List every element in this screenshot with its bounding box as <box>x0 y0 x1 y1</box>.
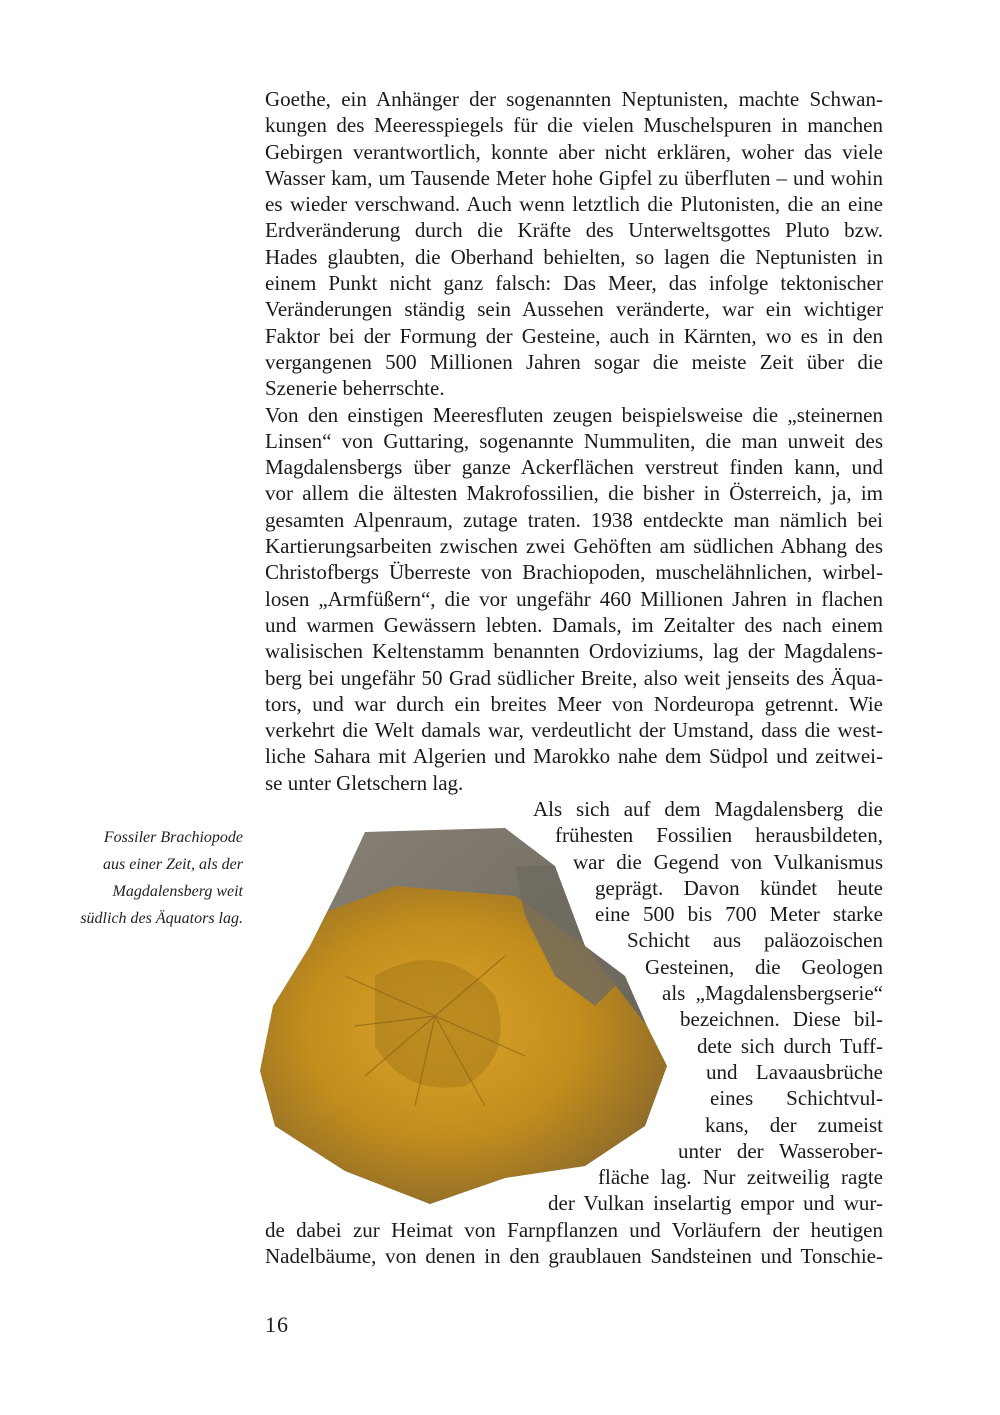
text-line: se unter Gletschern lag. <box>265 770 464 795</box>
text-line: Gesteinen, die Geologen <box>645 954 883 979</box>
text-line: Kartierungsarbeiten zwischen zwei Gehöften am südlichen Abhang des <box>265 534 883 559</box>
text-line: kans, der zumeist <box>705 1112 883 1137</box>
caption-line: aus einer Zeit, als der <box>103 856 243 873</box>
text-line: Goethe, ein Anhänger der sogenannten Neptunisten, machte Schwan- <box>265 87 883 111</box>
text-line: liche Sahara mit Algerien und Marokko nahe dem Südpol und zeitwei- <box>265 744 883 769</box>
text-line: eine 500 bis 700 Meter starke <box>595 902 883 927</box>
text-line: und warmen Gewässern lebten. Damals, im Zeitalter des nach einem <box>265 612 883 637</box>
text-line: Nadelbäume, von denen in den graublauen Sandsteinen und Tonschie- <box>265 1244 883 1269</box>
page-number: 16 <box>265 1312 289 1337</box>
text-line: unter der Wasserober- <box>678 1138 883 1163</box>
text-line: bezeichnen. Diese bil- <box>680 1007 883 1032</box>
text-line: dete sich durch Tuff- <box>697 1033 883 1058</box>
figure-caption <box>50 824 243 932</box>
text-line: einem Punkt nicht ganz falsch: Das Meer, das infolge tektonischer <box>265 271 883 296</box>
text-line: war die Gegend von Vulkanismus <box>573 849 883 874</box>
text-line: de dabei zur Heimat von Farnpflanzen und Vorläufern der heutigen <box>265 1217 883 1242</box>
text-line: als „Magdalensbergserie“ <box>662 981 883 1006</box>
text-line: vergangenen 500 Millionen Jahren sogar die meiste Zeit über die <box>265 349 883 374</box>
text-line: Erdveränderung durch die Kräfte des Unterweltsgottes Pluto bzw. <box>265 218 883 243</box>
text-line: Veränderungen ständig sein Aussehen veränderte, war ein wichtiger <box>265 297 883 322</box>
text-line: der Vulkan inselartig empor und wur- <box>548 1191 883 1216</box>
text-line: kungen des Meeresspiegels für die vielen Muschelspuren in manchen <box>265 113 883 138</box>
text-line: tors, und war durch ein breites Meer von Nordeuropa getrennt. Wie <box>265 691 883 716</box>
text-line: Hades glaubten, die Oberhand behielten, so lagen die Neptunisten in <box>265 244 883 269</box>
text-line: es wieder verschwand. Auch wenn letztlich die Plutonisten, die an eine <box>265 192 883 217</box>
caption-line: südlich des Äquators lag. <box>80 910 243 927</box>
text-line: geprägt. Davon kündet heute <box>595 875 883 900</box>
caption-line: Fossiler Brachiopode <box>103 829 243 846</box>
text-line: gesamten Alpenraum, zutage traten. 1938 entdeckte man nämlich bei <box>265 507 883 532</box>
caption-line: Magdalensberg weit <box>112 883 243 900</box>
text-line: walisischen Keltenstamm benannten Ordoviziums, lag der Magdalens- <box>265 639 883 664</box>
body-text-wrapped <box>265 796 883 1269</box>
text-line: fläche lag. Nur zeitweilig ragte <box>598 1165 883 1190</box>
body-text-top <box>265 86 883 796</box>
text-line: eines Schichtvul- <box>710 1086 883 1111</box>
text-line: berg bei ungefähr 50 Grad südlicher Breite, also weit jenseits des Äqua- <box>265 665 883 690</box>
text-line: Von den einstigen Meeresfluten zeugen beispielsweise die „steinernen <box>265 402 883 427</box>
text-line: frühesten Fossilien herausbildeten, <box>555 823 883 848</box>
text-line: Als sich auf dem Magdalensberg die <box>533 797 883 821</box>
text-line: und Lavaausbrüche <box>706 1059 883 1084</box>
text-line: Linsen“ von Guttaring, sogenannte Nummuliten, die man unweit des <box>265 428 883 453</box>
text-line: vor allem die ältesten Makrofossilien, die bisher in Österreich, ja, im <box>265 481 883 506</box>
text-line: Wasser kam, um Tausende Meter hohe Gipfel zu überfluten – und wohin <box>265 165 883 190</box>
text-line: Christofbergs Überreste von Brachiopoden, muschelähnlichen, wirbel- <box>265 560 883 585</box>
text-line: losen „Armfüßern“, die vor ungefähr 460 Millionen Jahren in flachen <box>265 586 883 611</box>
text-line: Magdalensbergs über ganze Ackerflächen verstreut finden kann, und <box>265 455 883 480</box>
text-line: Gebirgen verantwortlich, konnte aber nicht erklären, woher das viele <box>265 139 883 164</box>
text-line: verkehrt die Welt damals war, verdeutlicht der Umstand, dass die west- <box>265 718 883 743</box>
text-line: Schicht aus paläozoischen <box>627 928 883 953</box>
text-line: Faktor bei der Formung der Gesteine, auch in Kärnten, wo es in den <box>265 323 883 348</box>
text-line: Szenerie beherrschte. <box>265 376 445 401</box>
